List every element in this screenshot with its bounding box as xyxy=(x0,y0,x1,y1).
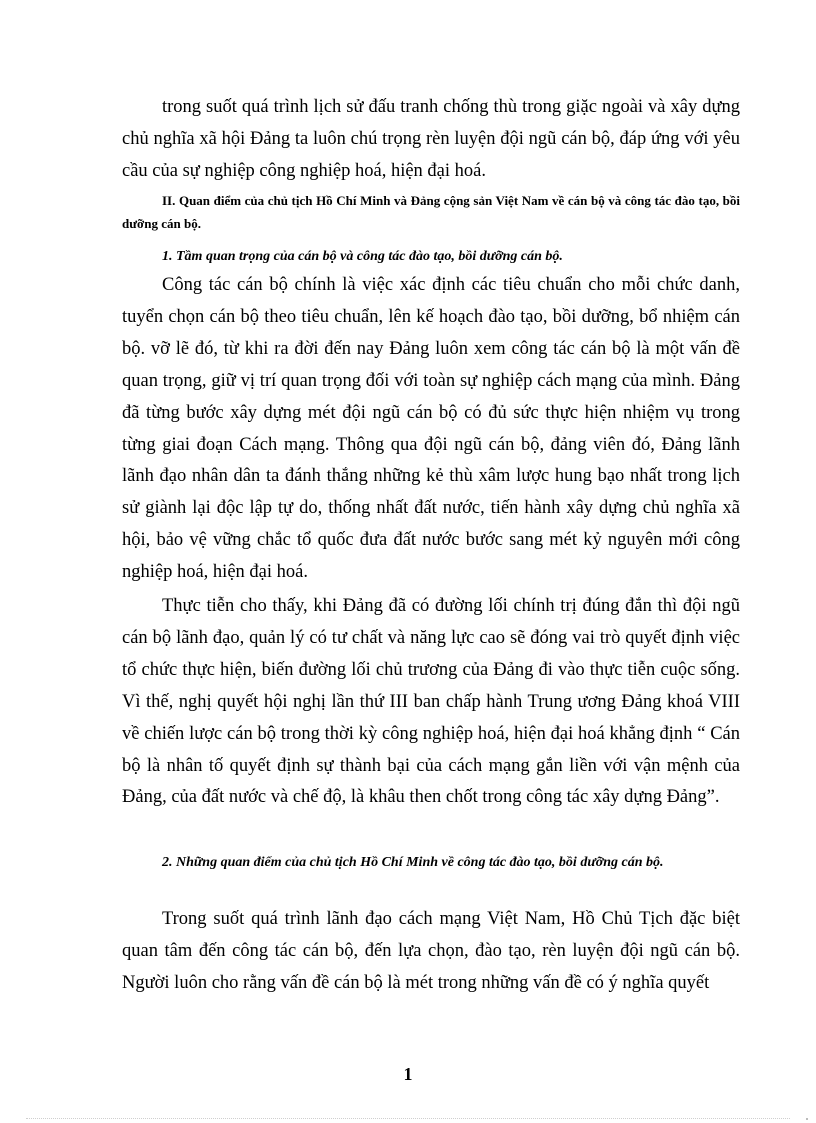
subsection-heading-2: 2. Những quan điểm của chủ tịch Hồ Chí Minh về công tác đào tạo, bồi dưỡng cán bộ. xyxy=(162,855,664,870)
body-paragraph-2: Công tác cán bộ chính là việc xác định các tiêu chuẩn cho mỗi chức danh, tuyển chọn cán bộ theo tiêu chuẩn, lên kế hoạch đào tạo, bồi dưỡng, bổ nhiệm cán bộ. vỡ lẽ đó, từ khi ra đời đến nay Đảng luôn xem công tác cán bộ là một vấn đề quan trọng, giữ vị trí quan trọng đối với toàn sự nghiệp cách mạng của mình. Đảng đã từng bước xây dựng mét đội ngũ cán bộ có đủ sức thực hiện nhiệm vụ trong từng giai đoạn Cách mạng. Thông qua đội ngũ cán bộ, đảng viên đó, Đảng lãnh lãnh đạo nhân dân ta đánh thắng những kẻ thù xâm lược hung bạo nhất trong lịch sử giành lại độc lập tự do, thống nhất đất nước, tiến hành xây dựng chủ nghĩa xã hội, bảo vệ vững chắc tổ quốc đưa đất nước bước sang mét kỷ nguyên mới công nghiệp hoá, hiện đại hoá. xyxy=(122,275,740,583)
page-number: 1 xyxy=(403,1064,413,1084)
body-paragraph-continuation: trong suốt quá trình lịch sử đấu tranh chống thù trong giặc ngoài và xây dựng chủ nghĩa xã hội Đảng ta luôn chú trọng rèn luyện đội ngũ cán bộ, đáp ứng với yêu cầu của sự nghiệp công nghiệp hoá, hiện đại hoá. xyxy=(122,97,740,181)
body-paragraph-4: Trong suốt quá trình lãnh đạo cách mạng Việt Nam, Hồ Chủ Tịch đặc biệt quan tâm đến công tác cán bộ, đến lựa chọn, đào tạo, rèn luyện đội ngũ cán bộ. Người luôn cho rằng vấn đề cán bộ là mét trong những vấn đề có ý nghĩa quyết xyxy=(122,909,740,993)
footer-dotted-divider xyxy=(26,1118,790,1119)
body-paragraph-3: Thực tiễn cho thấy, khi Đảng đã có đường lối chính trị đúng đắn thì đội ngũ cán bộ lãnh đạo, quản lý có tư chất và năng lực cao sẽ đóng vai trò quyết định việc tổ chức thực hiện, biến đường lối chủ trương của Đảng đi vào thực tiễn cuộc sống. Vì thế, nghị quyết hội nghị lần thứ III ban chấp hành Trung ương Đảng khoá VIII về chiến lược cán bộ trong thời kỳ công nghiệp hoá, hiện đại hoá khẳng định “ Cán bộ là nhân tố quyết định sự thành bại của cách mạng gắn liền với vận mệnh của Đảng, của đất nước và chế độ, là khâu then chốt trong công tác xây dựng Đảng”. xyxy=(122,596,740,808)
corner-mark xyxy=(806,1118,808,1120)
subsection-heading-1: 1. Tầm quan trọng của cán bộ và công tác đào tạo, bồi dưỡng cán bộ. xyxy=(162,249,563,264)
section-heading: II. Quan điểm của chủ tịch Hồ Chí Minh và Đảng cộng sản Việt Nam về cán bộ và công tác đào tạo, bồi dưỡng cán bộ. xyxy=(122,193,740,231)
